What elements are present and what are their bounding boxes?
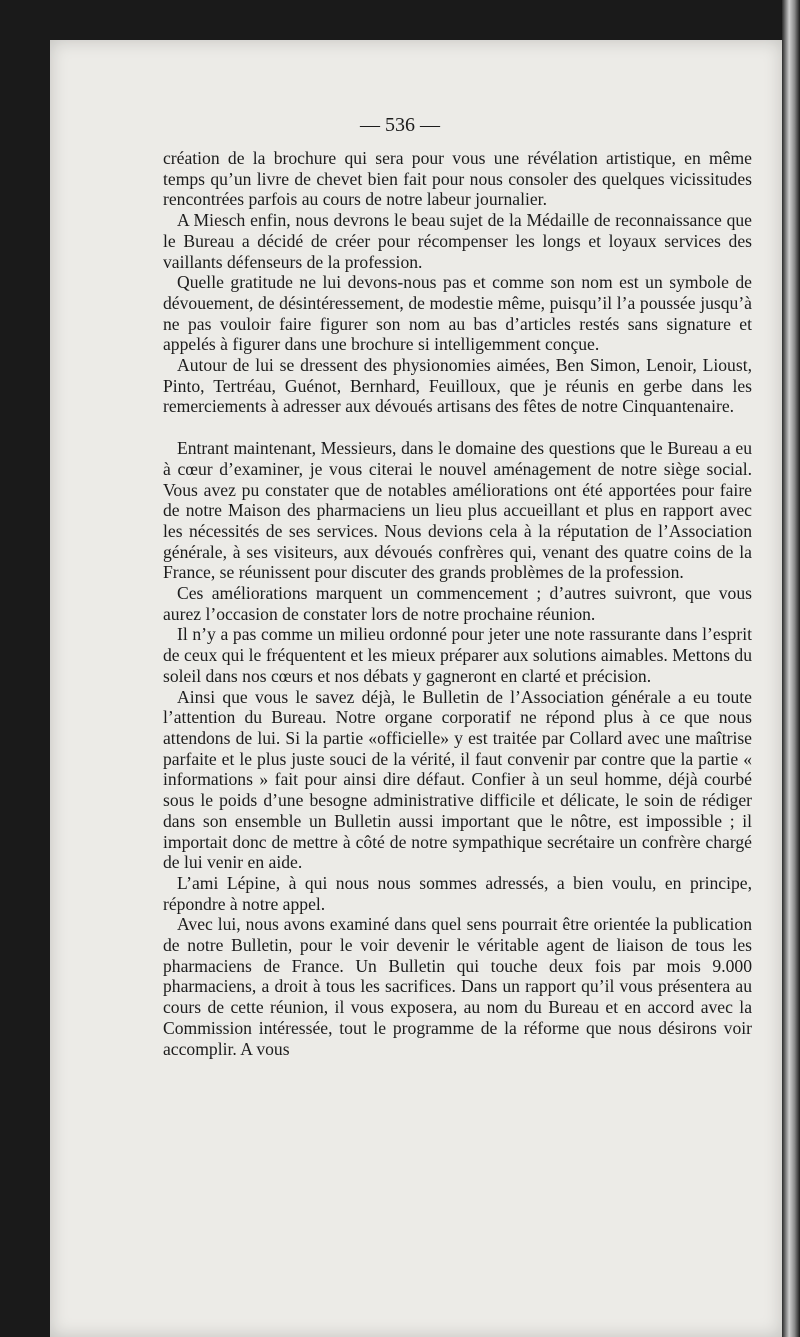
paragraph: création de la brochure qui sera pour vous une révélation artistique, en même temps qu’un livre de chevet bien fait pour nous consoler des quelques vicissitudes rencontrées parfois au cours de notre labeur journalier. (163, 148, 752, 210)
paragraph-gap (163, 417, 752, 438)
paragraph: Quelle gratitude ne lui devons-nous pas et comme son nom est un symbole de dévouement, de désintéressement, de modestie même, puisqu’il l’a poussée jusqu’à ne pas vouloir faire figurer son nom au bas d’articles restés sans signature et appelés à figurer dans une brochure si intelligemment conçue. (163, 272, 752, 355)
paragraph: Ainsi que vous le savez déjà, le Bulletin de l’Association générale a eu toute l’attention du Bureau. Notre organe corporatif ne répond plus à ce que nous attendons de lui. Si la partie «officielle» y est traitée par Collard avec une maîtrise parfaite et le plus juste souci de la vérité, il faut convenir par contre que la partie « informations » fait pour ainsi dire défaut. Confier à un seul homme, déjà courbé sous le poids d’une besogne administrative difficile et délicate, le soin de rédiger dans son ensemble un Bulletin aussi important que le nôtre, est impossible ; il importait donc de mettre à côté de notre sympathique secrétaire un confrère chargé de lui venir en aide. (163, 686, 752, 873)
paragraph: A Miesch enfin, nous devrons le beau sujet de la Médaille de reconnaissance que le Bureau a décidé de créer pour récompenser les longs et loyaux services des vaillants défenseurs de la profession. (163, 210, 752, 272)
paragraph: Autour de lui se dressent des physionomies aimées, Ben Simon, Lenoir, Lioust, Pinto, Tertréau, Guénot, Bernhard, Feuilloux, que je réunis en gerbe dans les remerciements à adresser aux dévoués artisans des fêtes de notre Cinquantenaire. (163, 355, 752, 417)
paragraph: Entrant maintenant, Messieurs, dans le domaine des questions que le Bureau a eu à cœur d’examiner, je vous citerai le nouvel aménagement de notre siège social. Vous avez pu constater que de notables améliorations ont été apportées pour faire de notre Maison des pharmaciens un lieu plus accueillant et plus en rapport avec les nécessités de ses services. Nous devions cela à la réputation de l’Association générale, à ses visiteurs, aux dévoués confrères qui, venant des quatre coins de la France, se réunissent pour discuter des grands problèmes de la profession. (163, 438, 752, 583)
paragraph: L’ami Lépine, à qui nous nous sommes adressés, a bien voulu, en principe, répondre à notre appel. (163, 872, 752, 914)
paragraph: Il n’y a pas comme un milieu ordonné pour jeter une note rassurante dans l’esprit de ceux qui le fréquentent et les mieux préparer aux solutions aimables. Mettons du soleil dans nos cœurs et nos débats y gagneront en clarté et précision. (163, 624, 752, 686)
paragraph: Avec lui, nous avons examiné dans quel sens pourrait être orientée la publication de notre Bulletin, pour le voir devenir le véritable agent de liaison de tous les pharmaciens de France. Un Bulletin qui touche deux fois par mois 9.000 pharmaciens, a droit à tous les sacrifices. Dans un rapport qu’il vous présentera au cours de cette réunion, il vous exposera, au nom du Bureau et en accord avec la Commission intéressée, tout le programme de la réforme que nous désirons voir accomplir. A vous (163, 914, 752, 1059)
body-text (163, 148, 752, 1059)
page-edge (782, 0, 800, 1337)
paragraph: Ces améliorations marquent un commencement ; d’autres suivront, que vous aurez l’occasion de constater lors de notre prochaine réunion. (163, 583, 752, 624)
page-number: — 536 — (360, 114, 440, 136)
